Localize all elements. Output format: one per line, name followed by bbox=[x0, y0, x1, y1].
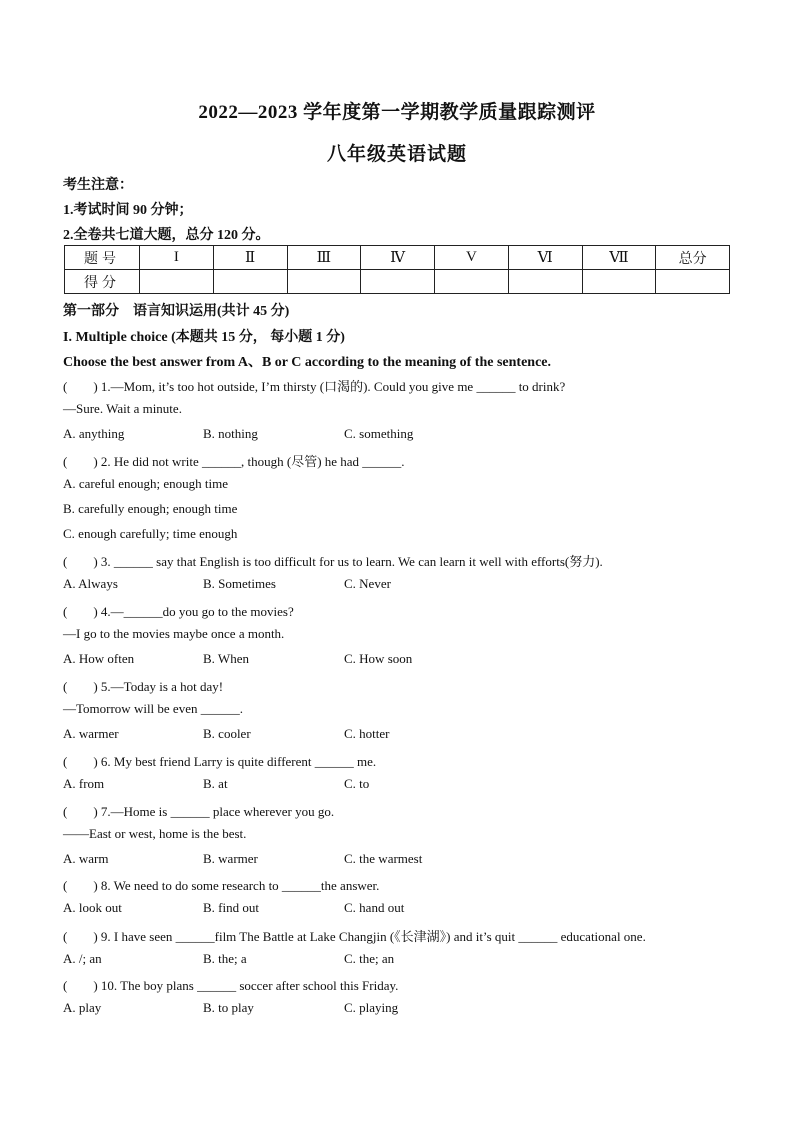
question-4-option-c[interactable]: C. How soon bbox=[344, 651, 413, 666]
score-table-header-row bbox=[65, 246, 730, 270]
score-table bbox=[64, 245, 730, 294]
question-1-dialogue: —Sure. Wait a minute. bbox=[63, 401, 182, 416]
question-5-option-c[interactable]: C. hotter bbox=[344, 726, 390, 741]
score-table-col-6: Ⅵ bbox=[508, 246, 582, 270]
question-3-stem: ( ) 3. ______ say that English is too difficult for us to learn. We can learn it well with efforts(努力). bbox=[63, 554, 603, 569]
question-8-option-a[interactable]: A. look out bbox=[63, 900, 122, 915]
score-table-row1-label: 题号 bbox=[65, 246, 140, 270]
notice-heading: 考生注意： bbox=[63, 178, 133, 193]
question-10-option-a[interactable]: A. play bbox=[63, 1000, 102, 1015]
question-10-option-c[interactable]: C. playing bbox=[344, 1000, 399, 1015]
score-table-col-2: Ⅱ bbox=[213, 246, 287, 270]
question-4-dialogue: —I go to the movies maybe once a month. bbox=[63, 626, 285, 641]
question-9-option-b[interactable]: B. the; a bbox=[203, 951, 247, 966]
question-2-stem: ( ) 2. He did not write ______, though (尽管) he had ______. bbox=[63, 454, 405, 469]
exam-subtitle: 八年级英语试题 bbox=[326, 144, 467, 165]
question-3-option-b[interactable]: B. Sometimes bbox=[203, 576, 276, 591]
question-6-option-b[interactable]: B. at bbox=[203, 776, 228, 791]
question-1-option-c[interactable]: C. something bbox=[344, 426, 414, 441]
score-cell[interactable] bbox=[582, 270, 656, 294]
question-1-option-b[interactable]: B. nothing bbox=[203, 426, 258, 441]
question-1-stem: ( ) 1.—Mom, it’s too hot outside, I’m thirsty (口渴的). Could you give me ______ to drink? bbox=[63, 379, 566, 394]
question-9-stem: ( ) 9. I have seen ______film The Battle at Lake Changjin (《长津湖》) and it’s quit ______ educational one. bbox=[63, 929, 646, 944]
score-cell[interactable] bbox=[656, 270, 730, 294]
score-table-col-total: 总分 bbox=[656, 246, 730, 270]
question-4-option-b[interactable]: B. When bbox=[203, 651, 249, 666]
question-2-option-b[interactable]: B. carefully enough; enough time bbox=[63, 501, 238, 516]
score-table-col-4: Ⅳ bbox=[361, 246, 435, 270]
question-5-stem: ( ) 5.—Today is a hot day! bbox=[63, 679, 224, 694]
score-cell[interactable] bbox=[435, 270, 509, 294]
notice-item-1: 1.考试时间 90 分钟； bbox=[63, 203, 193, 218]
question-8-option-c[interactable]: C. hand out bbox=[344, 900, 405, 915]
question-4-option-a[interactable]: A. How often bbox=[63, 651, 135, 666]
score-table-col-5: V bbox=[435, 246, 509, 270]
score-table-score-row bbox=[65, 270, 730, 294]
exam-title: 2022—2023 学年度第一学期教学质量跟踪测评 bbox=[198, 102, 596, 123]
question-8-stem: ( ) 8. We need to do some research to ______the answer. bbox=[63, 878, 380, 893]
section-instruction: Choose the best answer from A、B or C according to the meaning of the sentence. bbox=[63, 355, 552, 370]
score-table-row2-label: 得分 bbox=[65, 270, 140, 294]
score-cell[interactable] bbox=[213, 270, 287, 294]
score-cell[interactable] bbox=[287, 270, 361, 294]
score-table-col-7: Ⅶ bbox=[582, 246, 656, 270]
question-8-option-b[interactable]: B. find out bbox=[203, 900, 259, 915]
question-3-option-c[interactable]: C. Never bbox=[344, 576, 391, 591]
question-7-stem: ( ) 7.—Home is ______ place wherever you go. bbox=[63, 804, 335, 819]
notice-item-2: 2.全卷共七道大题，总分 120 分。 bbox=[63, 228, 270, 243]
question-7-option-c[interactable]: C. the warmest bbox=[344, 851, 423, 866]
question-5-dialogue: —Tomorrow will be even ______. bbox=[63, 701, 243, 716]
question-6-option-a[interactable]: A. from bbox=[63, 776, 105, 791]
question-7-dialogue: ——East or west, home is the best. bbox=[63, 826, 247, 841]
question-9-option-a[interactable]: A. /; an bbox=[63, 951, 102, 966]
question-10-stem: ( ) 10. The boy plans ______ soccer after school this Friday. bbox=[63, 978, 399, 993]
score-table-col-1: I bbox=[140, 246, 214, 270]
question-3-option-a[interactable]: A. Always bbox=[63, 576, 118, 591]
score-cell[interactable] bbox=[508, 270, 582, 294]
question-6-stem: ( ) 6. My best friend Larry is quite different ______ me. bbox=[63, 754, 377, 769]
question-5-option-a[interactable]: A. warmer bbox=[63, 726, 119, 741]
score-cell[interactable] bbox=[140, 270, 214, 294]
question-2-option-a[interactable]: A. careful enough; enough time bbox=[63, 476, 228, 491]
part1-heading: 第一部分 语言知识运用(共计 45 分) bbox=[63, 304, 290, 319]
score-table-col-3: Ⅲ bbox=[287, 246, 361, 270]
question-2-option-c[interactable]: C. enough carefully; time enough bbox=[63, 526, 238, 541]
question-1-option-a[interactable]: A. anything bbox=[63, 426, 125, 441]
question-9-option-c[interactable]: C. the; an bbox=[344, 951, 395, 966]
question-5-option-b[interactable]: B. cooler bbox=[203, 726, 251, 741]
section-title: I. Multiple choice (本题共 15 分， 每小题 1 分) bbox=[63, 330, 345, 345]
question-6-option-c[interactable]: C. to bbox=[344, 776, 370, 791]
question-4-stem: ( ) 4.—______do you go to the movies? bbox=[63, 604, 294, 619]
question-7-option-a[interactable]: A. warm bbox=[63, 851, 109, 866]
question-7-option-b[interactable]: B. warmer bbox=[203, 851, 258, 866]
question-10-option-b[interactable]: B. to play bbox=[203, 1000, 254, 1015]
score-cell[interactable] bbox=[361, 270, 435, 294]
